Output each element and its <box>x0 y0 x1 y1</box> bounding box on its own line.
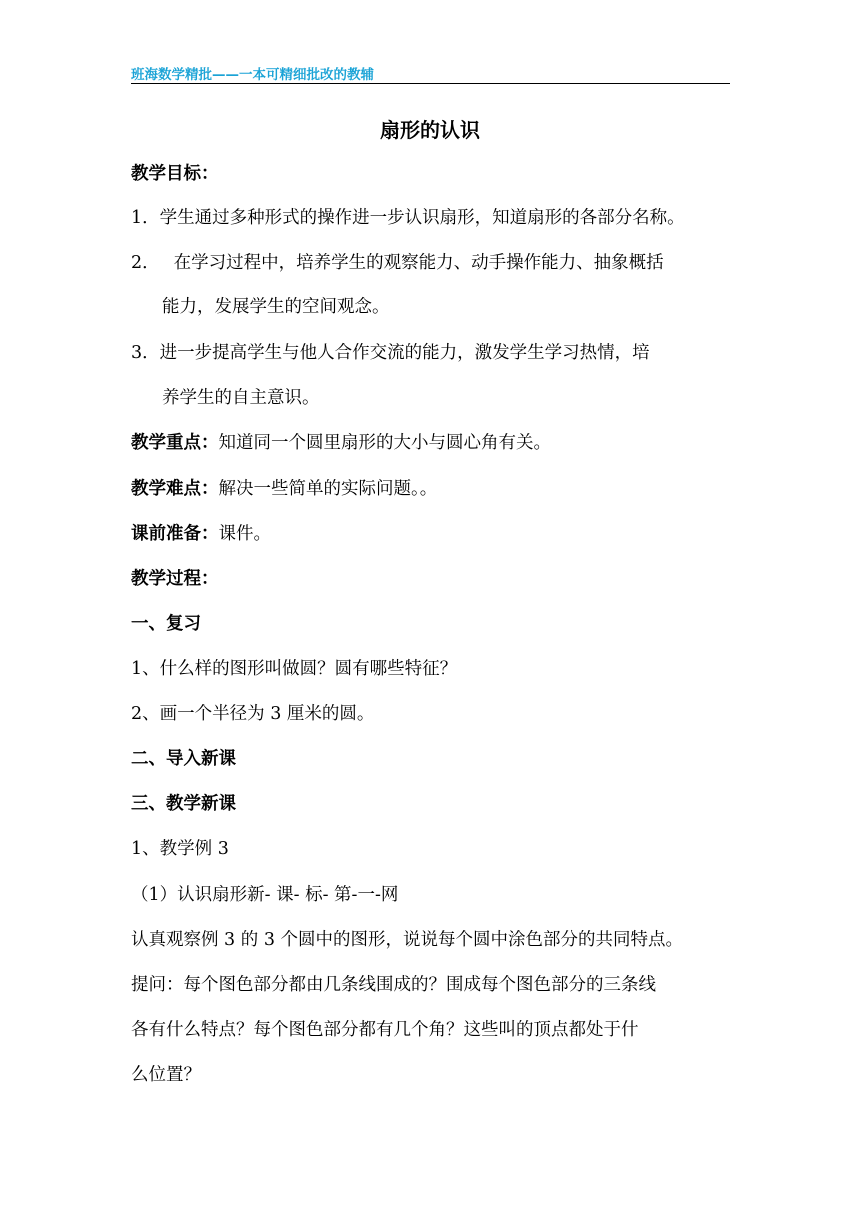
objective-item-3-cont: 养学生的自主意识。 <box>162 388 320 408</box>
difficulty-label: 教学难点： <box>131 479 219 499</box>
paragraph-1: 认真观察例 3 的 3 个圆中的图形，说说每个圆中涂色部分的共同特点。 <box>131 930 684 950</box>
key-point-text: 知道同一个圆里扇形的大小与圆心角有关。 <box>218 433 551 453</box>
paragraph-2-line-2: 各有什么特点？每个图色部分都有几个角？这些叫的顶点都处于什 <box>131 1020 639 1040</box>
objective-item-2 <box>131 251 741 275</box>
key-point <box>131 431 741 455</box>
objective-item-1 <box>131 206 741 230</box>
objective-text: 进一步提高学生与他人合作交流的能力，激发学生学习热情，培 <box>159 343 650 363</box>
section-intro: 二、导入新课 <box>131 749 236 769</box>
objective-text: 在学习过程中，培养学生的观察能力、动手操作能力、抽象概括 <box>173 253 664 273</box>
section-review: 一、复习 <box>131 614 201 634</box>
page-title: 扇形的认识 <box>380 118 480 142</box>
header-text: 班海数学精批——一本可精细批改的教辅 <box>131 67 374 83</box>
objective-item-2-cont: 能力，发展学生的空间观念。 <box>162 297 390 317</box>
objective-item-3 <box>131 341 741 365</box>
paragraph-2-line-3: 么位置？ <box>131 1065 201 1085</box>
example-heading: 1、教学例 3 <box>131 839 229 859</box>
objective-text: 学生通过多种形式的操作进一步认识扇形，知道扇形的各部分名称。 <box>159 208 685 228</box>
preparation-text: 课件。 <box>218 524 271 544</box>
paragraph-2-line-1: 提问：每个图色部分都由几条线围成的？围成每个图色部分的三条线 <box>131 975 656 995</box>
process-heading: 教学过程： <box>131 569 219 589</box>
difficulty <box>131 477 741 501</box>
objective-number: 3． <box>131 343 160 363</box>
section-new-lesson: 三、教学新课 <box>131 794 236 814</box>
review-question-1: 1、什么样的图形叫做圆？圆有哪些特征？ <box>131 659 458 679</box>
subsection-heading: （1）认识扇形新- 课- 标- 第-一-网 <box>131 885 399 905</box>
key-point-label: 教学重点： <box>131 433 219 453</box>
difficulty-text: 解决一些简单的实际问题。。 <box>218 479 438 499</box>
preparation <box>131 522 741 546</box>
preparation-label: 课前准备： <box>131 524 219 544</box>
objective-number: 1． <box>131 208 160 228</box>
objective-number: 2． <box>131 253 160 273</box>
objectives-heading: 教学目标： <box>131 164 219 184</box>
review-question-2: 2、画一个半径为 3 厘米的圆。 <box>131 704 375 724</box>
page-header <box>131 59 730 84</box>
